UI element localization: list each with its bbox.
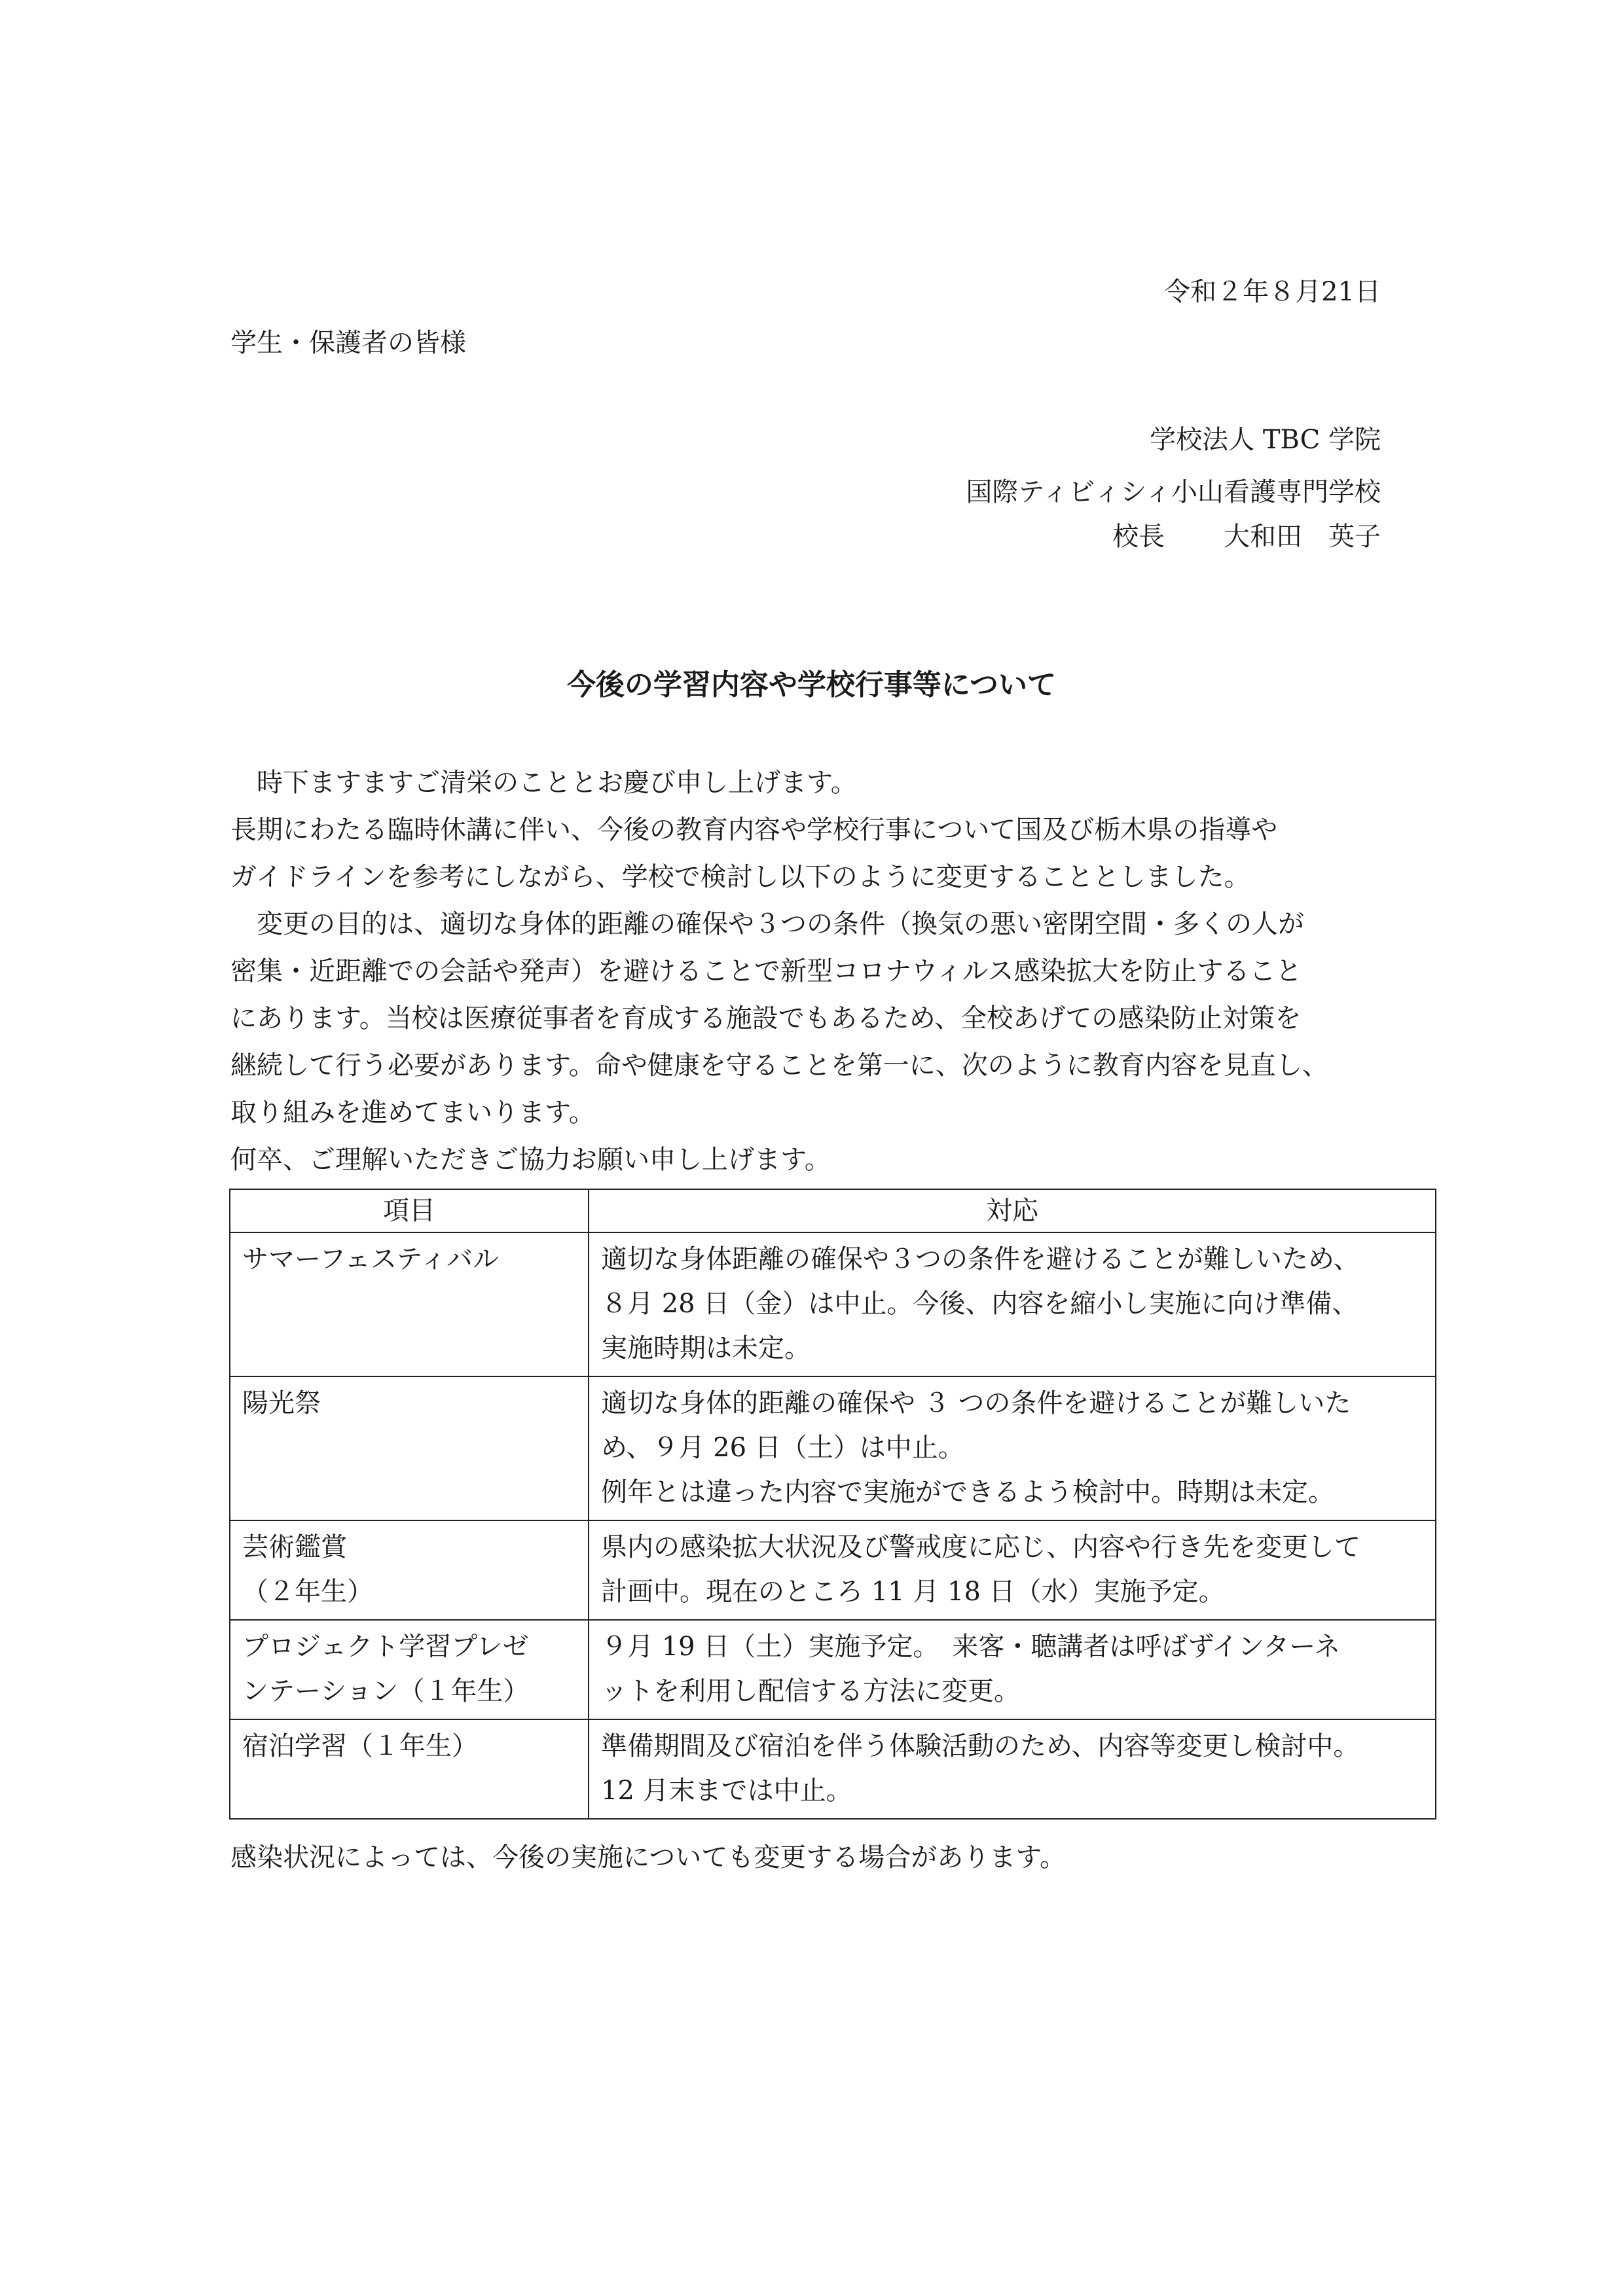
document-title: 今後の学習内容や学校行事等について xyxy=(566,668,1057,702)
response-line: め、９月 26 日（土）は中止。 xyxy=(601,1433,964,1463)
organization-corporation: 学校法人 TBC 学院 xyxy=(1150,425,1381,455)
event-name: サマーフェスティバル xyxy=(242,1244,499,1274)
response-line: ットを利用し配信する方法に変更。 xyxy=(601,1676,1020,1706)
event-response-cell xyxy=(589,1376,1436,1520)
event-name-cell xyxy=(230,1620,589,1719)
event-response-cell xyxy=(589,1719,1436,1819)
event-name: 芸術鑑賞 xyxy=(242,1532,347,1562)
response-line: 12 月末までは中止。 xyxy=(601,1776,852,1806)
table-row xyxy=(230,1376,1436,1520)
body-line: 密集・近距離での会話や発声）を避けることで新型コロナウィルス感染拡大を防止すること xyxy=(230,956,1302,986)
event-name-cell xyxy=(230,1376,589,1520)
table-row xyxy=(230,1520,1436,1620)
event-name: 宿泊学習（１年生） xyxy=(242,1731,478,1761)
response-line: 適切な身体距離の確保や３つの条件を避けることが難しいため、 xyxy=(601,1244,1360,1274)
events-table xyxy=(229,1189,1436,1820)
event-name-cell xyxy=(230,1520,589,1620)
table-header-item: 項目 xyxy=(230,1189,589,1232)
response-line: 準備期間及び宿泊を伴う体験活動のため、内容等変更し検討中。 xyxy=(601,1731,1360,1761)
event-name: ンテーション（１年生） xyxy=(242,1676,530,1706)
body-line: ガイドラインを参考にしながら、学校で検討し以下のように変更することとしました。 xyxy=(230,862,1250,892)
event-name-cell xyxy=(230,1719,589,1819)
body-line: 取り組みを進めてまいります。 xyxy=(230,1098,595,1128)
document-body xyxy=(230,759,1409,1183)
table-row xyxy=(230,1719,1436,1819)
event-name: プロジェクト学習プレゼ xyxy=(242,1632,529,1662)
response-line: ９月 19 日（土）実施予定。 来客・聴講者は呼ばずインターネ xyxy=(601,1632,1341,1662)
principal-name: 大和田 英子 xyxy=(1224,522,1381,552)
recipient-line: 学生・保護者の皆様 xyxy=(230,328,466,358)
response-line: 計画中。現在のところ 11 月 18 日（水）実施予定。 xyxy=(601,1577,1225,1607)
response-line: 実施時期は未定。 xyxy=(601,1333,811,1363)
table-header-row xyxy=(230,1189,1436,1232)
body-line: 長期にわたる臨時休講に伴い、今後の教育内容や学校行事について国及び栃木県の指導や xyxy=(230,815,1278,845)
table-header-response: 対応 xyxy=(589,1189,1436,1232)
closing-line: 何卒、ご理解いただきご協力お願い申し上げます。 xyxy=(230,1145,831,1175)
event-name: 陽光祭 xyxy=(242,1388,321,1418)
response-line: 適切な身体的距離の確保や ３ つの条件を避けることが難しいた xyxy=(601,1388,1351,1418)
event-name-cell xyxy=(230,1232,589,1376)
response-line: 県内の感染拡大状況及び警戒度に応じ、内容や行き先を変更して xyxy=(601,1532,1360,1562)
event-name: （２年生） xyxy=(242,1577,373,1607)
body-line: 変更の目的は、適切な身体的距離の確保や３つの条件（換気の悪い密閉空間・多くの人が xyxy=(230,909,1304,939)
document-date: 令和２年８月21日 xyxy=(1164,277,1381,307)
body-line: にあります。当校は医療従事者を育成する施設でもあるため、全校あげての感染防止対策を xyxy=(230,1003,1302,1033)
response-line: 例年とは違った内容で実施ができるよう検討中。時期は未定。 xyxy=(601,1477,1334,1507)
table-row xyxy=(230,1620,1436,1719)
body-line: 継続して行う必要があります。命や健康を守ることを第一に、次のように教育内容を見直し、 xyxy=(230,1050,1328,1081)
footer-note: 感染状況によっては、今後の実施についても変更する場合があります。 xyxy=(230,1842,1066,1873)
principal-title: 校長 xyxy=(1112,522,1165,552)
greeting-line: 時下ますますご清栄のこととお慶び申し上げます。 xyxy=(230,768,857,798)
organization-school: 国際ティビィシィ小山看護専門学校 xyxy=(966,477,1381,507)
response-line: ８月 28 日（金）は中止。今後、内容を縮小し実施に向け準備、 xyxy=(601,1289,1359,1319)
table-row xyxy=(230,1232,1436,1376)
event-response-cell xyxy=(589,1232,1436,1376)
principal-signature xyxy=(1112,521,1381,552)
event-response-cell xyxy=(589,1520,1436,1620)
event-response-cell xyxy=(589,1620,1436,1719)
